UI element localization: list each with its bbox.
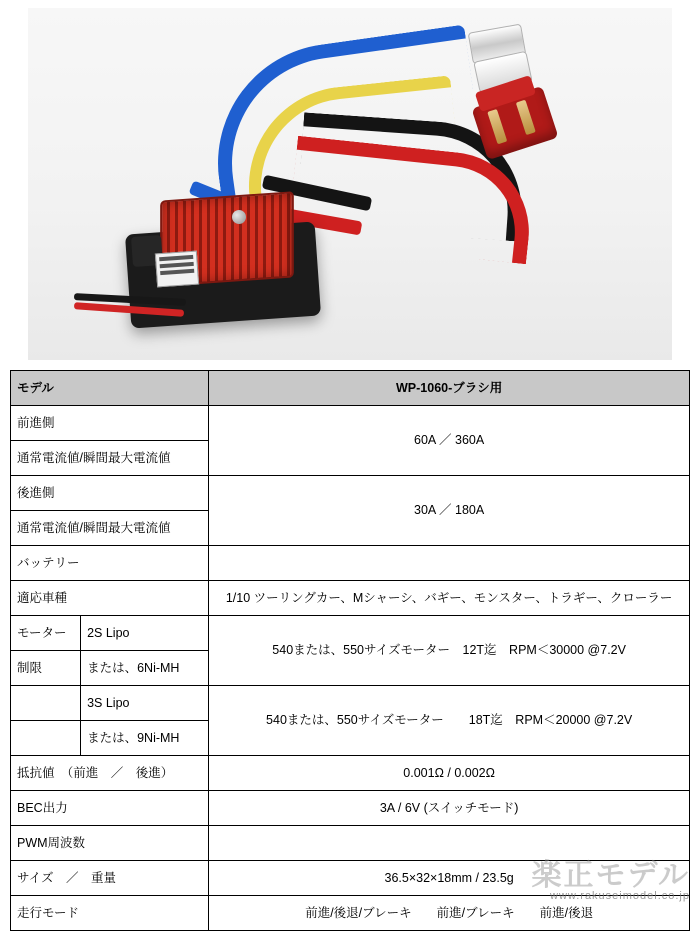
table-row-header: [11, 371, 690, 406]
row-label-size-weight: サイズ ／ 重量: [11, 861, 209, 896]
watermark-url: www.rakuseimodel.co.jp: [550, 890, 690, 902]
row-label-resistance: 抵抗値 （前進 ／ 後進）: [11, 756, 209, 791]
spec-table: [10, 370, 690, 931]
spec-table-container: [10, 370, 690, 931]
table-row: [11, 826, 690, 861]
row-value-battery: [209, 546, 690, 581]
deans-blade-left: [487, 109, 507, 144]
table-row: [11, 476, 690, 511]
table-row: [11, 791, 690, 826]
row-value-bec-output: 3A / 6V (スイッチモード): [209, 791, 690, 826]
deans-blade-right: [516, 100, 536, 135]
table-row: [11, 546, 690, 581]
product-photo: [0, 0, 700, 368]
row-label-motor: モーター: [11, 616, 81, 651]
row-value-forward-current: 60A ／ 360A: [209, 406, 690, 476]
row-label-pwm-frequency: PWM周波数: [11, 826, 209, 861]
row-label-vehicle-type: 適応車種: [11, 581, 209, 616]
table-row: [11, 896, 690, 931]
row-label-battery: バッテリー: [11, 546, 209, 581]
row-value-motor-2s: 540または、550サイズモーター 12T迄 RPM＜30000 @7.2V: [209, 616, 690, 686]
row-value-reverse-current: 30A ／ 180A: [209, 476, 690, 546]
row-label-limit: 制限: [11, 651, 81, 686]
row-label-bec-output: BEC出力: [11, 791, 209, 826]
table-row: [11, 581, 690, 616]
watermark-text: 楽正モデル: [531, 859, 690, 892]
table-row: [11, 616, 690, 651]
table-row: [11, 756, 690, 791]
table-row: [11, 406, 690, 441]
row-value-resistance: 0.001Ω / 0.002Ω: [209, 756, 690, 791]
row-sub-9nimh: または、9Ni-MH: [81, 721, 209, 756]
row-value-size-weight: 36.5×32×18mm / 23.5g: [209, 861, 690, 896]
row-label-empty-1: [11, 686, 81, 721]
row-label-forward: 前進側: [11, 406, 209, 441]
table-row: [11, 686, 690, 721]
row-sub-3s-lipo: 3S Lipo: [81, 686, 209, 721]
row-label-drive-mode: 走行モード: [11, 896, 209, 931]
row-label-forward-current: 通常電流値/瞬間最大電流値: [11, 441, 209, 476]
row-value-vehicle-type: 1/10 ツーリングカー、Mシャーシ、バギー、モンスター、トラギー、クローラー: [209, 581, 690, 616]
header-value: WP-1060-ブラシ用: [209, 371, 690, 406]
row-value-pwm-frequency: [209, 826, 690, 861]
header-label: モデル: [11, 371, 209, 406]
row-value-drive-mode: 前進/後退/ブレーキ 前進/ブレーキ 前進/後退: [209, 896, 690, 931]
table-row: [11, 861, 690, 896]
row-sub-6nimh: または、6Ni-MH: [81, 651, 209, 686]
row-label-empty-2: [11, 721, 81, 756]
row-sub-2s-lipo: 2S Lipo: [81, 616, 209, 651]
row-value-motor-3s: 540または、550サイズモーター 18T迄 RPM＜20000 @7.2V: [209, 686, 690, 756]
esc-setup-switch: [155, 251, 199, 288]
row-label-reverse: 後進側: [11, 476, 209, 511]
row-label-reverse-current: 通常電流値/瞬間最大電流値: [11, 511, 209, 546]
